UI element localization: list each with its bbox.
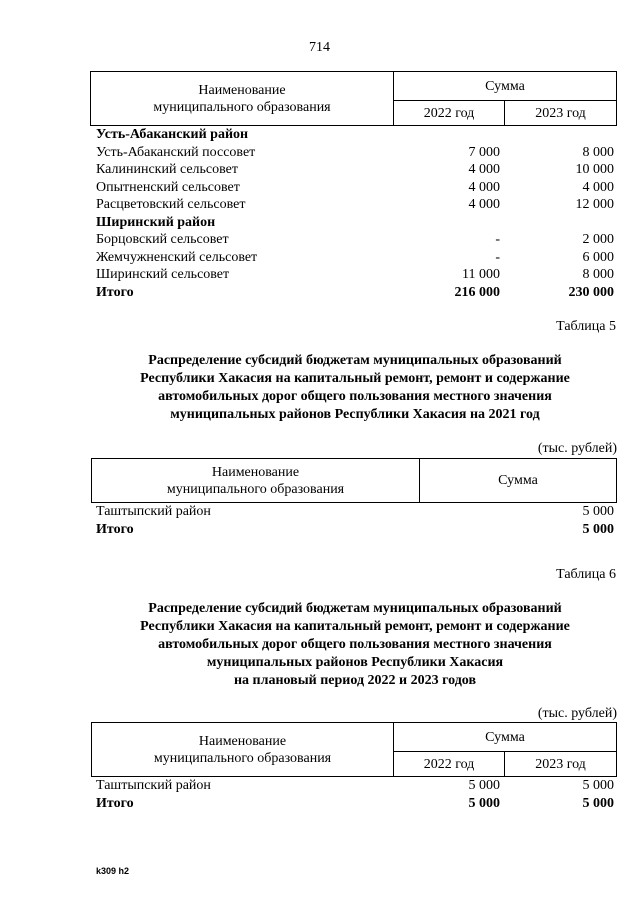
top-table-row: [96, 231, 616, 249]
row-name: Жемчужненский сельсовет: [96, 249, 258, 265]
table6-units: (тыс. рублей): [537, 706, 617, 721]
table5-row: [96, 503, 616, 521]
table6-title-line: Распределение субсидий бюджетам муниципальных образований: [148, 601, 562, 616]
table6-title-line: Республики Хакасия на капитальный ремонт, ремонт и содержание: [140, 619, 570, 634]
row-value-2022: 4 000: [468, 197, 500, 212]
table6-header-year1: 2022 год: [423, 756, 475, 772]
row-value-2022: 5 000: [468, 778, 500, 793]
row-value-2023: 10 000: [575, 162, 614, 177]
top-table-row: [96, 161, 616, 179]
table5-title-line: муниципальных районов Республики Хакасия на 2021 год: [170, 407, 540, 422]
row-value: 5 000: [582, 521, 614, 537]
table6-header-sum: Сумма: [485, 729, 525, 745]
table6-header-year2: 2023 год: [535, 756, 586, 772]
row-name: Усть-Абаканский район: [96, 127, 249, 142]
row-name: Итого: [96, 284, 134, 300]
top-table-row: [96, 266, 616, 284]
top-table-row: [96, 179, 616, 197]
district-heading-row: [96, 214, 616, 232]
table5-title: [90, 352, 620, 424]
top-header-name: Наименование муниципального образования: [153, 82, 331, 115]
table6-title-line: муниципальных районов Республики Хакасия: [206, 655, 504, 670]
table6-title-line: на плановый период 2022 и 2023 годов: [233, 673, 477, 688]
table5-title-line: автомобильных дорог общего пользования местного значения: [158, 389, 552, 404]
row-name: Таштыпский район: [96, 504, 211, 519]
row-value-2023: 5 000: [582, 778, 614, 793]
row-name: Расцветовский сельсовет: [96, 197, 246, 212]
row-name: Итого: [96, 521, 134, 537]
row-name: Усть-Абаканский поссовет: [96, 144, 256, 160]
row-name: Таштыпский район: [96, 778, 211, 793]
row-value-2022: -: [495, 232, 500, 247]
top-header-sum: Сумма: [485, 78, 525, 94]
row-value-2023: 8 000: [582, 267, 614, 282]
top-header-year2: 2023 год: [535, 105, 586, 121]
table5-title-line: Республики Хакасия на капитальный ремонт, ремонт и содержание: [140, 371, 570, 386]
row-name: Ширинский сельсовет: [96, 267, 230, 282]
table6-title: [90, 600, 620, 690]
table5-total-row: [96, 521, 616, 539]
row-value-2022: 7 000: [468, 144, 500, 160]
page-number: 714: [309, 40, 330, 55]
table6-total-row: [96, 795, 616, 813]
footer-code: k309 h2: [96, 866, 130, 876]
row-name: Калининский сельсовет: [96, 162, 238, 177]
row-value-2022: 4 000: [468, 179, 500, 195]
row-value-2023: 230 000: [568, 284, 614, 300]
top-table-row: [96, 196, 616, 214]
top-total-row: [96, 284, 616, 302]
table5-header-name: Наименование муниципального образования: [166, 464, 345, 497]
table6-header-name: Наименование муниципального образования: [153, 733, 332, 766]
table5-header: [91, 458, 617, 503]
row-value-2022: 216 000: [454, 284, 500, 300]
table5-title-line: Распределение субсидий бюджетам муниципальных образований: [148, 353, 562, 368]
row-value: 5 000: [582, 504, 614, 519]
row-value-2023: 2 000: [582, 232, 614, 247]
table6-title-line: автомобильных дорог общего пользования местного значения: [158, 637, 552, 652]
top-table-row: [96, 249, 616, 267]
table5-header-sum: Сумма: [498, 473, 538, 488]
row-name: Ширинский район: [96, 214, 216, 230]
row-value-2023: 6 000: [582, 249, 614, 265]
row-value-2022: 5 000: [468, 795, 500, 811]
table5-label: Таблица 5: [556, 319, 616, 334]
table6-label: Таблица 6: [556, 567, 616, 582]
table6-row: [96, 777, 616, 795]
row-value-2022: 4 000: [468, 162, 500, 177]
row-value-2023: 5 000: [582, 795, 614, 811]
top-header-year1: 2022 год: [423, 105, 475, 121]
row-value-2023: 8 000: [582, 144, 614, 160]
row-name: Борцовский сельсовет: [96, 232, 229, 247]
district-heading-row: [96, 126, 616, 144]
row-name: Опытненский сельсовет: [96, 179, 240, 195]
row-name: Итого: [96, 795, 134, 811]
row-value-2022: 11 000: [462, 267, 500, 282]
top-table-row: [96, 144, 616, 162]
row-value-2023: 4 000: [582, 179, 614, 195]
table6-header: [91, 722, 617, 777]
table5-units: (тыс. рублей): [537, 441, 617, 456]
row-value-2023: 12 000: [575, 197, 614, 212]
top-table-header: [90, 71, 617, 126]
row-value-2022: -: [495, 249, 500, 265]
